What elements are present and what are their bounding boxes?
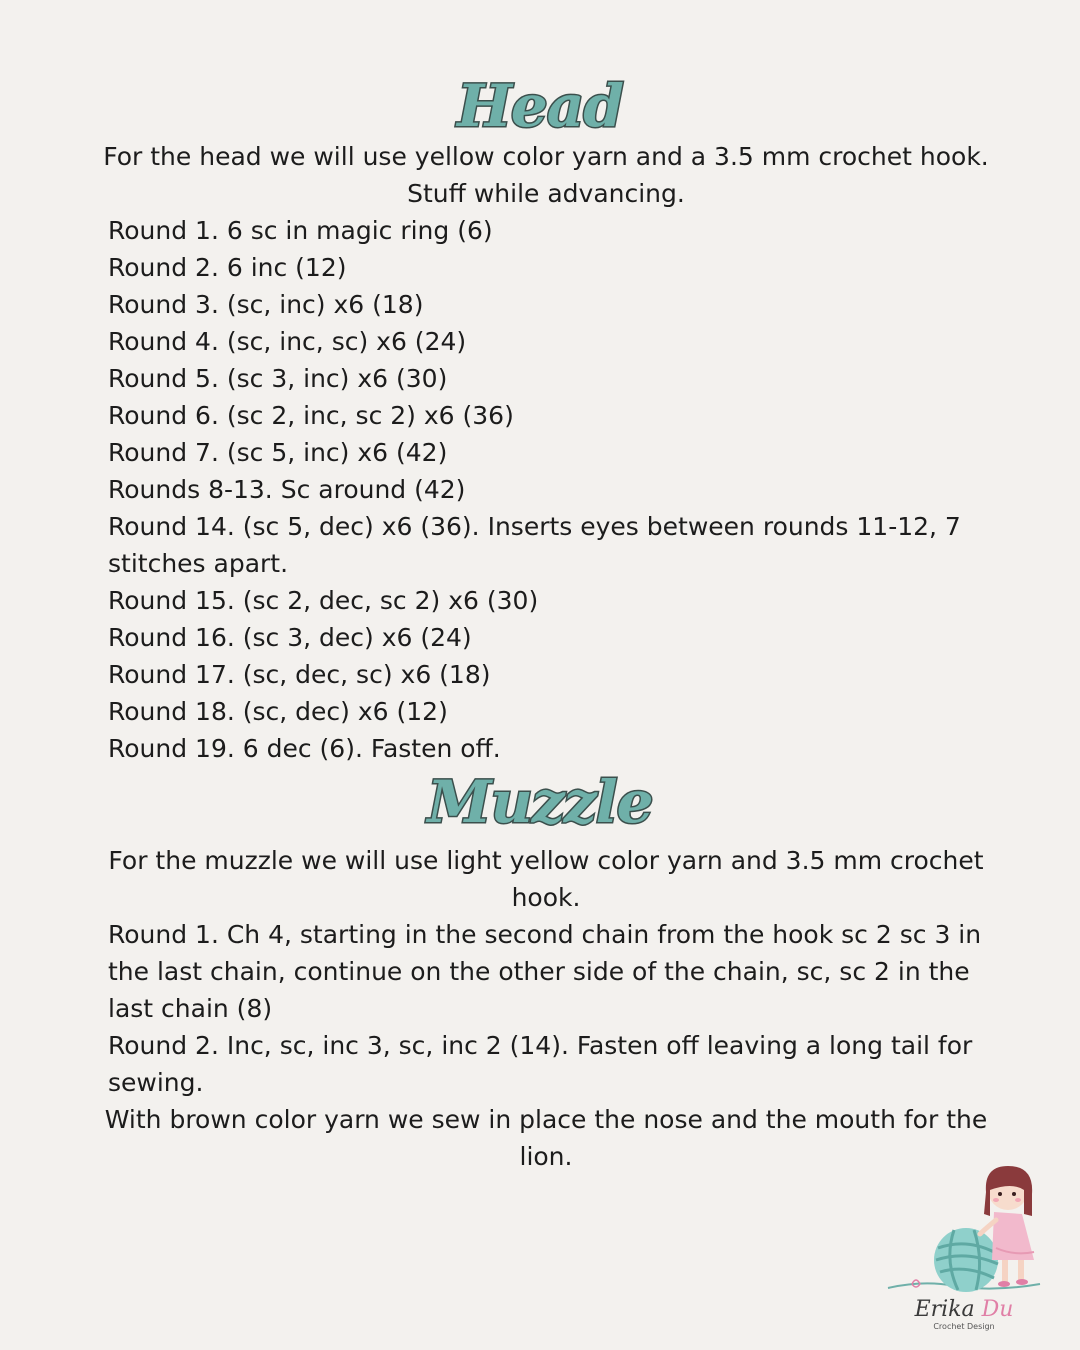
girl-with-yarn-ball-icon	[884, 1160, 1044, 1300]
head-round-16: Round 16. (sc 3, dec) x6 (24)	[108, 623, 472, 652]
head-rounds-8-13: Rounds 8-13. Sc around (42)	[108, 475, 466, 504]
logo-name	[884, 1298, 1044, 1322]
head-round-4: Round 4. (sc, inc, sc) x6 (24)	[108, 327, 467, 356]
muzzle-round-2: Round 2. Inc, sc, inc 3, sc, inc 2 (14). Fasten off leaving a long tail for sewing.	[108, 1031, 973, 1097]
muzzle-rounds-list	[108, 916, 998, 1101]
head-round-2: Round 2. 6 inc (12)	[108, 253, 347, 282]
head-rounds-list	[108, 212, 998, 767]
head-round-17: Round 17. (sc, dec, sc) x6 (18)	[108, 660, 491, 689]
muzzle-heading: Muzzle	[427, 768, 653, 836]
logo-subtitle: Crochet Design	[933, 1322, 995, 1331]
brand-logo	[884, 1160, 1044, 1340]
muzzle-outro: With brown color yarn we sew in place the nose and the mouth for the lion.	[104, 1105, 988, 1171]
head-round-19: Round 19. 6 dec (6). Fasten off.	[108, 734, 501, 763]
head-round-1: Round 1. 6 sc in magic ring (6)	[108, 216, 493, 245]
head-intro: For the head we will use yellow color yarn and a 3.5 mm crochet hook. Stuff while advancing.	[103, 142, 989, 208]
head-round-3: Round 3. (sc, inc) x6 (18)	[108, 290, 424, 319]
head-round-18: Round 18. (sc, dec) x6 (12)	[108, 697, 448, 726]
head-heading: Head	[457, 72, 623, 140]
logo-name-first: Erika	[914, 1297, 975, 1322]
muzzle-intro: For the muzzle we will use light yellow color yarn and 3.5 mm crochet hook.	[108, 846, 984, 912]
head-round-6: Round 6. (sc 2, inc, sc 2) x6 (36)	[108, 401, 514, 430]
head-round-15: Round 15. (sc 2, dec, sc 2) x6 (30)	[108, 586, 539, 615]
logo-name-last: Du	[981, 1297, 1014, 1322]
head-round-7: Round 7. (sc 5, inc) x6 (42)	[108, 438, 448, 467]
muzzle-round-1: Round 1. Ch 4, starting in the second chain from the hook sc 2 sc 3 in the last chain, continue on the other side of the chain, sc, sc 2 in the last chain (8)	[108, 920, 982, 1023]
head-round-14: Round 14. (sc 5, dec) x6 (36). Inserts eyes between rounds 11-12, 7 stitches apart.	[108, 512, 961, 578]
head-round-5: Round 5. (sc 3, inc) x6 (30)	[108, 364, 448, 393]
